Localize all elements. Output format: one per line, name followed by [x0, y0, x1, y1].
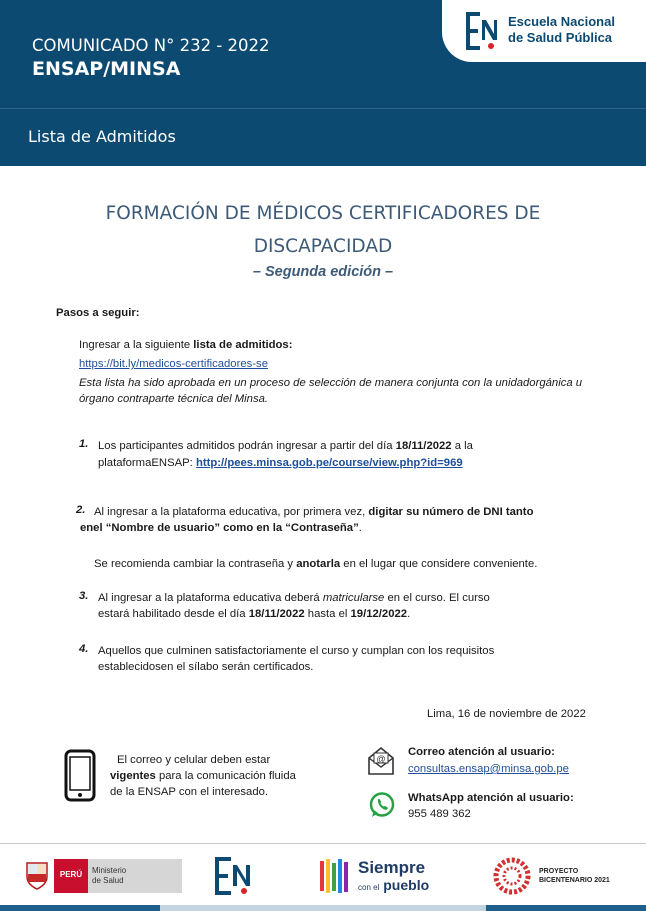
peru-shield-icon — [24, 861, 50, 891]
bicentenario-logo — [493, 855, 623, 895]
bicentenario-text — [539, 867, 610, 885]
peru-red-block — [54, 859, 88, 893]
phone-note-text: para la comunicación fluida — [155, 770, 296, 782]
steps-heading: Pasos a seguir: — [56, 307, 140, 319]
item3-period: . — [407, 608, 411, 620]
email-icon — [367, 746, 395, 776]
ensap-footer-logo — [213, 855, 253, 897]
course-title-line2: DISCAPACIDAD — [253, 236, 393, 257]
item2-rec-end: en el lugar que considere conveniente. — [340, 558, 538, 570]
header-subtitle: Lista de Admitidos — [28, 127, 176, 146]
phone-note-line1: El correo y celular deben estar — [117, 754, 271, 766]
intro-line — [79, 337, 292, 353]
item3-text: Al ingresar a la plataforma educativa deberá — [98, 592, 323, 604]
minsa-logo — [24, 859, 182, 893]
phone-note-line3: de la ENSAP con el interesado. — [110, 786, 269, 798]
ensap-logo-icon — [464, 10, 498, 52]
document-date: Lima, 16 de noviembre de 2022 — [427, 708, 586, 720]
item4-number: 4. — [79, 643, 89, 655]
item1-number: 1. — [79, 438, 89, 450]
item1-platform-label: plataformaENSAP: — [98, 457, 196, 469]
logo-line1: Escuela Nacional — [508, 14, 615, 29]
course-title-line1: FORMACIÓN DE MÉDICOS CERTIFICADORES DE — [105, 203, 541, 224]
item3-until: hasta el — [304, 608, 351, 620]
bar-segment-2 — [160, 905, 486, 911]
item1-line2 — [98, 455, 463, 471]
edition-label: – Segunda edición – — [252, 264, 394, 280]
bottom-color-bar — [0, 905, 646, 911]
platform-link[interactable]: http://pees.minsa.gob.pe/course/view.php?id=969 — [195, 457, 463, 469]
item2-recommendation — [94, 556, 537, 572]
whatsapp-label: WhatsApp atención al usuario: — [408, 792, 574, 804]
item3-line1 — [98, 590, 490, 606]
svg-text:@: @ — [376, 754, 386, 764]
communique-number: COMUNICADO N° 232 - 2022 — [32, 36, 270, 55]
bar-segment-3 — [486, 905, 646, 911]
item3-number: 3. — [79, 590, 89, 602]
pueblo-text: pueblo — [383, 877, 430, 893]
header-divider — [0, 108, 646, 109]
item3-available: estará habilitado desde el día — [98, 608, 249, 620]
ensap-logo-text — [508, 14, 615, 46]
item1-text: Los participantes admitidos podrán ingresar a partir del día — [98, 440, 396, 452]
whatsapp-number[interactable]: 955 489 362 — [408, 808, 471, 820]
header-banner — [0, 0, 646, 166]
minsa-logo-banner — [54, 859, 182, 893]
intro-lead-bold: lista de admitidos: — [193, 339, 293, 351]
email-label: Correo atención al usuario: — [408, 746, 555, 758]
item2-line1 — [94, 504, 533, 520]
ministerio-line1: Ministerio — [92, 866, 127, 875]
bicentenario-emblem-icon — [493, 857, 531, 895]
item1-text-end: a la — [451, 440, 473, 452]
item3-end-date: 19/12/2022 — [350, 608, 408, 620]
item2-text-bold: digitar su número de DNI tanto — [368, 506, 534, 518]
whatsapp-icon — [368, 791, 396, 819]
item2-line2 — [80, 520, 362, 536]
item1-line1 — [98, 438, 473, 454]
intro-note-line1: Esta lista ha sido aprobada en un proceso de selección de manera conjunta con la unidadorgánica u — [79, 377, 583, 389]
item4-line2: establecidosen el sílabo serán certificados. — [98, 661, 314, 673]
item3-start-date: 18/11/2022 — [248, 608, 305, 620]
intro-lead: Ingresar a la siguiente — [79, 339, 194, 351]
con-el-pueblo-text — [358, 877, 429, 893]
email-link[interactable]: consultas.ensap@minsa.gob.pe — [408, 763, 569, 775]
item2-number: 2. — [76, 504, 86, 516]
figures-icon — [318, 857, 354, 895]
communique-org: ENSAP/MINSA — [32, 58, 181, 80]
item2-rec-bold: anotarla — [296, 558, 341, 570]
mobile-phone-icon — [64, 749, 96, 802]
footer-divider — [0, 843, 646, 844]
phone-note-line2 — [110, 768, 296, 784]
proyecto-text: PROYECTO — [539, 868, 579, 875]
con-el-text: con el — [358, 883, 380, 892]
item2-credentials: enel “Nombre de usuario” como en la “Contraseña” — [80, 522, 359, 534]
intro-note-line2: órgano contraparte técnica del Minsa. — [79, 393, 269, 405]
siempre-text: Siempre — [358, 858, 426, 877]
item4-line1: Aquellos que culminen satisfactoriamente el curso y cumplan con los requisitos — [98, 645, 495, 657]
ministerio-text — [92, 866, 126, 886]
item2-text: Al ingresar a la plataforma educativa, por primera vez, — [94, 506, 369, 518]
logo-line2: de Salud Pública — [508, 30, 613, 45]
item2-period: . — [358, 522, 362, 534]
ministerio-line2: de Salud — [92, 876, 124, 885]
item2-rec-text: Se recomienda cambiar la contraseña y — [94, 558, 297, 570]
bicentenario-year-text: BICENTENARIO 2021 — [539, 877, 610, 884]
item3-enroll: matricularse — [322, 592, 385, 604]
peru-text: PERÚ — [59, 870, 83, 879]
phone-note-bold: vigentes — [110, 770, 156, 782]
ensap-logo — [442, 0, 646, 62]
item3-text-end: en el curso. El curso — [384, 592, 490, 604]
item1-date: 18/11/2022 — [395, 440, 452, 452]
admitted-list-link[interactable]: https://bit.ly/medicos-certificadores-se — [79, 358, 268, 370]
item3-line2 — [98, 606, 410, 622]
bar-segment-1 — [0, 905, 160, 911]
siempre-con-el-pueblo-logo — [318, 855, 438, 897]
